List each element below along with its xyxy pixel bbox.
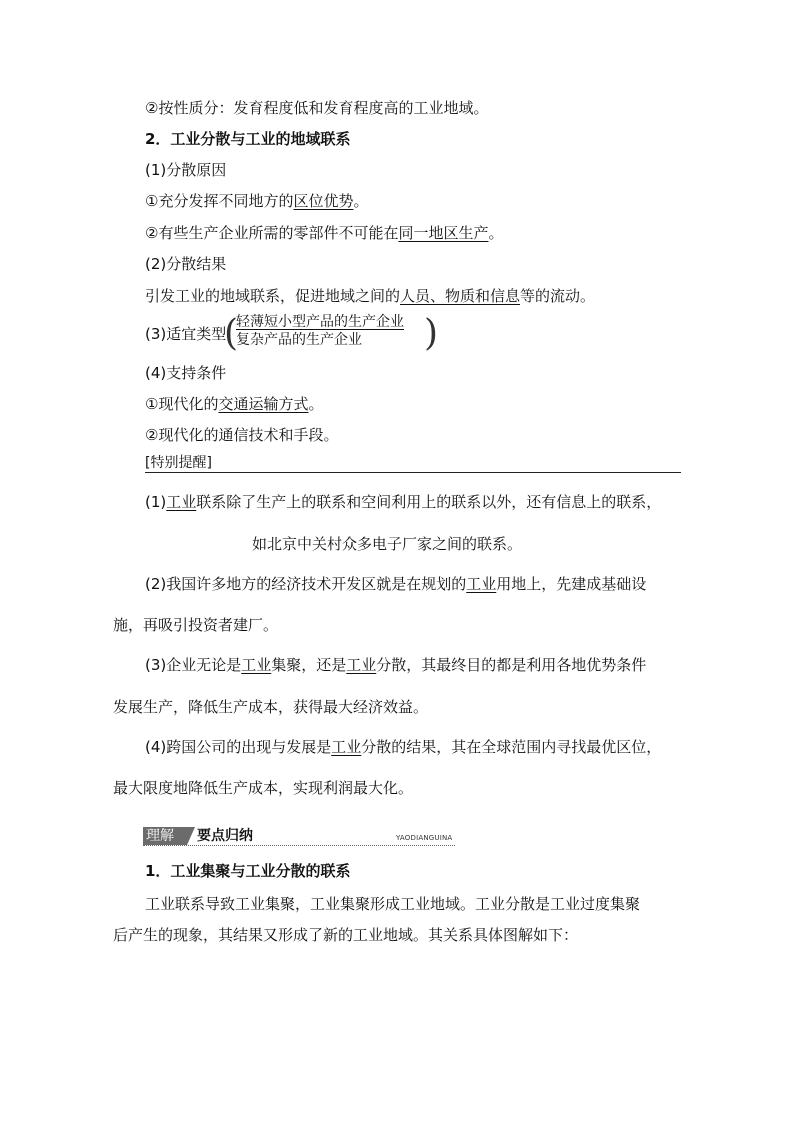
text: (2)我国许多地方的经济技术开发区就是在规划的 xyxy=(145,575,467,593)
text: ②有些生产企业所需的零部件不可能在 xyxy=(145,224,399,242)
text: (4)跨国公司的出现与发展是 xyxy=(145,738,332,756)
text: 。 xyxy=(488,224,504,242)
para-line-1: 工业联系导致工业集聚，工业集聚形成工业地域。工业分散是工业过度集聚 xyxy=(145,895,641,913)
note-2 xyxy=(145,574,646,594)
note-1 xyxy=(145,492,661,512)
tag-slash xyxy=(187,827,195,845)
section-header xyxy=(143,827,455,845)
type-item-1: 轻薄短小型产品的生产企业 xyxy=(236,314,404,330)
text: 等的流动。 xyxy=(520,287,596,305)
underlined-term: 工业 xyxy=(166,493,197,511)
section-tag: 理解 xyxy=(143,827,187,845)
line-10 xyxy=(145,394,323,414)
underlined-term: 工业 xyxy=(331,738,362,756)
line-11: ②现代化的通信技术和手段。 xyxy=(145,426,339,444)
line-7 xyxy=(145,286,595,306)
note-1-cont: 如北京中关村众多电子厂家之间的联系。 xyxy=(252,535,523,553)
line-9: (4)支持条件 xyxy=(145,364,227,382)
text: ①现代化的 xyxy=(145,395,219,413)
section-title: 要点归纳 xyxy=(197,828,253,844)
underlined-term: 工业 xyxy=(346,656,377,674)
text: (1) xyxy=(145,493,167,511)
answer-blank: 区位优势 xyxy=(293,192,354,210)
text: 集聚，还是 xyxy=(271,656,347,674)
right-brace: ) xyxy=(424,313,439,354)
left-brace: ( xyxy=(224,313,239,354)
text: (3)企业无论是 xyxy=(145,656,242,674)
text: 分散的结果，其在全球范围内寻找最优区位， xyxy=(361,738,662,756)
note-rule xyxy=(145,472,681,473)
note-3-cont: 发展生产，降低生产成本，获得最大经济效益。 xyxy=(113,698,429,716)
note-4-cont: 最大限度地降低生产成本，实现利润最大化。 xyxy=(113,779,414,797)
para-line-2: 后产生的现象，其结果又形成了新的工业地域。其关系具体图解如下： xyxy=(113,926,579,944)
line-5 xyxy=(145,223,503,243)
text: 。 xyxy=(308,395,324,413)
text: 分散，其最终目的都是利用各地优势条件 xyxy=(376,656,647,674)
answer-blank: 人员、物质和信息 xyxy=(400,287,521,305)
text: 用地上，先建成基础设 xyxy=(496,575,647,593)
text: ①充分发挥不同地方的 xyxy=(145,192,294,210)
answer-blank: 交通运输方式 xyxy=(218,395,309,413)
note-label: [特别提醒] xyxy=(145,455,212,471)
heading-2: 2．工业分散与工业的地域联系 xyxy=(145,130,351,148)
note-2-cont: 施，再吸引投资者建厂。 xyxy=(113,616,279,634)
section-rule xyxy=(143,845,455,846)
line-3: (1)分散原因 xyxy=(145,161,227,179)
answer-blank: 同一地区生产 xyxy=(398,224,489,242)
line-1: ②按性质分：发育程度低和发育程度高的工业地域。 xyxy=(145,99,489,117)
text: 引发工业的地域联系，促进地域之间的 xyxy=(145,287,401,305)
type-item-2: 复杂产品的生产企业 xyxy=(236,332,362,348)
text: 联系除了生产上的联系和空间利用上的联系以外，还有信息上的联系， xyxy=(196,493,662,511)
line-8: (3)适宜类型 xyxy=(145,325,227,343)
subheading-1: 1．工业集聚与工业分散的联系 xyxy=(145,862,351,880)
section-pinyin: YAODIANGUINA xyxy=(396,834,453,842)
line-4 xyxy=(145,191,368,211)
underlined-term: 工业 xyxy=(466,575,497,593)
note-3 xyxy=(145,655,646,675)
line-6: (2)分散结果 xyxy=(145,255,227,273)
text: 。 xyxy=(353,192,369,210)
note-4 xyxy=(145,737,661,757)
underlined-term: 工业 xyxy=(241,656,272,674)
